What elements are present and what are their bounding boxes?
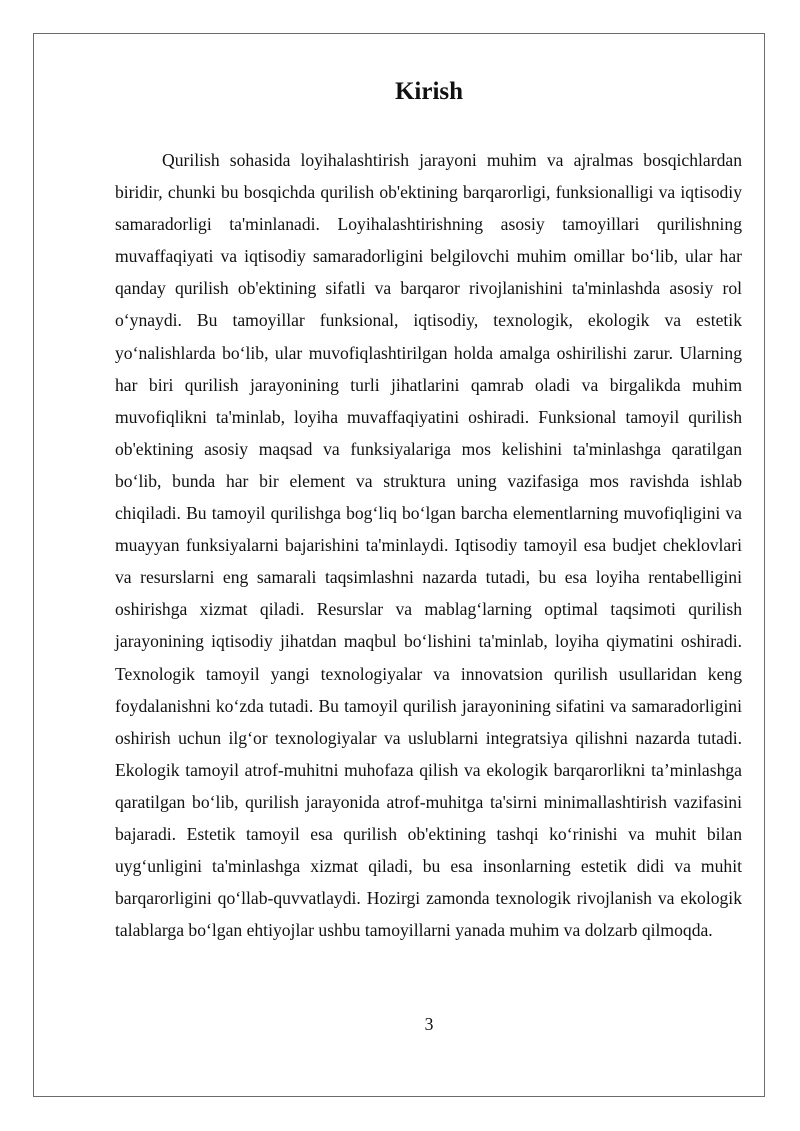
page-number: 3: [424, 1014, 434, 1034]
body-paragraph: Qurilish sohasida loyihalashtirish jarayoni muhim va ajralmas bosqichlardan biridir, chunki bu bosqichda qurilish ob'ektining barqarorligi, funksionalligi va iqtisodiy samaradorligi ta'minlanadi. Loyihalashtirishning asosiy tamoyillari qurilishning muvaffaqiyati va iqtisodiy samaradorligini belgilovchi muhim omillar bo‘lib, ular har qanday qurilish ob'ektining sifatli va barqaror rivojlanishini ta'minlashda asosiy rol o‘ynaydi. Bu tamoyillar funksional, iqtisodiy, texnologik, ekologik va estetik yo‘nalishlarda bo‘lib, ular muvofiqlashtirilgan holda amalga oshirilishi zarur. Ularning har biri qurilish jarayonining turli jihatlarini qamrab oladi va birgalikda muhim muvofiqlikni ta'minlab, loyiha muvaffaqiyatini oshiradi. Funksional tamoyil qurilish ob'ektining asosiy maqsad va funksiyalariga mos kelishini ta'minlashga qaratilgan bo‘lib, bunda har bir element va struktura uning vazifasiga mos ravishda ishlab chiqiladi. Bu tamoyil qurilishga bog‘liq bo‘lgan barcha elementlarning muvofiqligini va muayyan funksiyalarni bajarishini ta'minlaydi. Iqtisodiy tamoyil esa budjet cheklovlari va resurslarni eng samarali taqsimlashni nazarda tutadi, bu esa loyiha rentabelligini oshirishga xizmat qiladi. Resurslar va mablag‘larning optimal taqsimoti qurilish jarayonining iqtisodiy jihatdan maqbul bo‘lishini ta'minlab, loyiha qiymatini oshiradi. Texnologik tamoyil yangi texnologiyalar va innovatsion qurilish usullaridan keng foydalanishni ko‘zda tutadi. Bu tamoyil qurilish jarayonining sifatini va samaradorligini oshirish uchun ilg‘or texnologiyalar va uslublarni integratsiya qilishni nazarda tutadi. Ekologik tamoyil atrof-muhitni muhofaza qilish va ekologik barqarorlikni ta’minlashga qaratilgan bo‘lib, qurilish jarayonida atrof-muhitga ta'sirni minimallashtirish vazifasini bajaradi. Estetik tamoyil esa qurilish ob'ektining tashqi ko‘rinishi va muhit bilan uyg‘unligini ta'minlashga xizmat qiladi, bu esa insonlarning estetik didi va muhit barqarorligini qo‘llab-quvvatlaydi. Hozirgi zamonda texnologik rivojlanish va ekologik talablarga bo‘lgan ehtiyojlar ushbu tamoyillarni yanada muhim va dolzarb qilmoqda.: [115, 150, 742, 941]
page-title: Kirish: [394, 78, 464, 105]
